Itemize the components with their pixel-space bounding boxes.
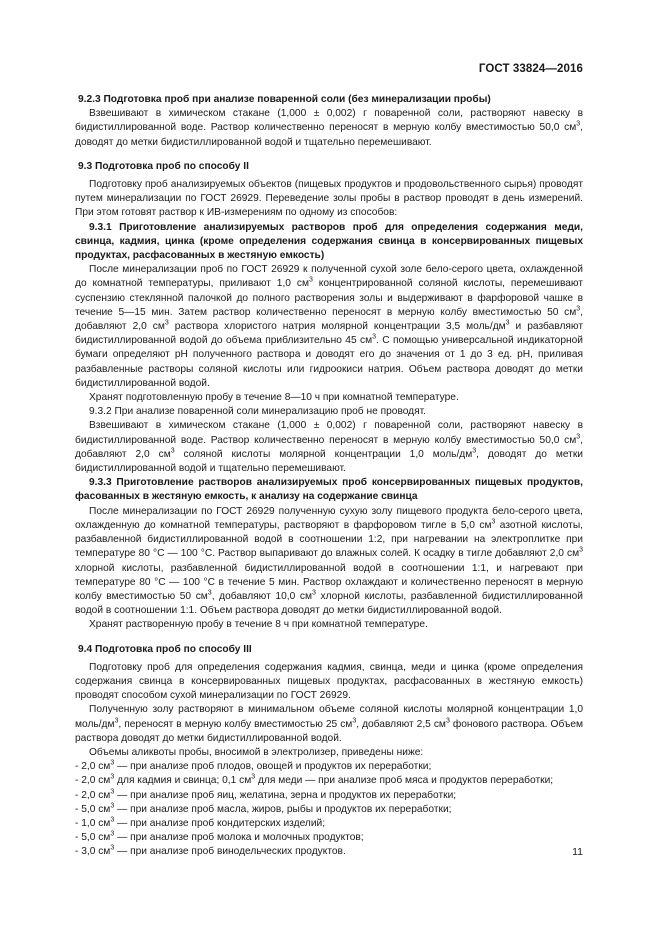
section-9-4-title: 9.4 Подготовка проб по способу III — [78, 643, 252, 655]
section-9-3-3-title: 9.3.3 Приготовление растворов анализируемых проб консервированных пищевых продуктов, фасованных в жестяную емкость, к анализу на содержание свинца — [75, 477, 583, 503]
section-9-3-1-storage: Хранят подготовленную пробу в течение 8—10 ч при комнатной температуре. — [89, 392, 459, 404]
page-number: 11 — [572, 846, 583, 858]
section-9-3-3-storage: Хранят растворенную пробу в течение 8 ч при комнатной температуре. — [89, 619, 428, 631]
section-9-4-para-1: Подготовку проб для определения содержания кадмия, свинца, меди и цинка (кроме определения содержания свинца в консервированных пищевых продуктах, расфасованных в жестяную емкость) проводят способом сухой минерализации по ГОСТ 26929. — [75, 661, 583, 702]
document-header: ГОСТ 33824—2016 — [478, 63, 583, 75]
section-9-4-para-3: Объемы аликвоты пробы, вносимой в электролизер, приведены ниже: — [89, 746, 424, 758]
document-body — [75, 93, 583, 860]
list-item: - 5,0 $см^3$ — при анализе проб масла, жиров, рыбы и продуктов их переработки; — [75, 802, 452, 815]
list-item: - 1,0 $см^3$ — при анализе проб кондитерских изделий; — [75, 816, 326, 829]
section-9-3-1-text: После минерализации проб по ГОСТ 26929 к полученной сухой золе бело-серого цвета, охлажденной до комнатной температуры, приливают 1,0 $см^3$ концентрированной соляной кислоты, перемешивают суспензию стеклянной палочкой до полного растворения золы и выдерживают в фарфоровой чашке в течение 5—15 мин. Затем раствор количественно переносят в мерную колбу вместимостью 50 $см^3$, добавляют 2,0 $см^3$ раствора хлористого натрия молярной концентрации 3,5 моль/$дм^3$ и разбавляют бидистиллированной водой до объема приблизительно 45 $см^3$. С помощью универсальной индикаторной бумаги определяют рН полученного раствора и доводят его до значения от 1 до 3 ед. рН, приливая разбавленные растворы соляной кислоты или гидроокиси натрия. Объем раствора доводят до метки бидистиллированной водой. — [75, 264, 584, 389]
section-9-3-1-title: 9.3.1 Приготовление анализируемых растворов проб для определения содержания меди, свинца, кадмия, цинка (кроме определения содержания свинца в консервированных пищевых продуктах, расфасованных в жестяную емкость) — [75, 221, 583, 262]
list-item: - 3,0 $см^3$ — при анализе проб винодельческих продуктов. — [75, 844, 346, 858]
list-item: - 2,0 $см^3$ — при анализе проб яиц, желатина, зерна и продуктов их переработки; — [75, 788, 457, 801]
section-9-3-2-text: Взвешивают в химическом стакане (1,000 ± 0,002) г поваренной соли, растворяют навеску в бидистиллированной воде. Раствор количественно переносят в мерную колбу вместимостью 50,0 $см^3$, добавляют 2,0 $см^3$ соляной кислоты молярной концентрации 1,0 моль/$дм^3$, доводят до метки бидистиллированной водой и тщательно перемешивают. — [75, 420, 583, 475]
section-9-3-intro: Подготовку проб анализируемых объектов (пищевых продуктов и продовольственного сырья) проводят путем минерализации по ГОСТ 26929. Переведение золы пробы в раствор проводят в день измерений. При этом готовят раствор к ИВ-измерениям по одному из способов: — [75, 179, 583, 219]
section-9-3-2-title: 9.3.2 При анализе поваренной соли минерализацию проб не проводят. — [89, 406, 427, 418]
list-item: - 5,0 $см^3$ — при анализе проб молока и молочных продуктов; — [75, 830, 364, 844]
section-9-4-para-2: Полученную золу растворяют в минимальном объеме соляной кислоты молярной концентрации 1,0 моль/$дм^3$, переносят в мерную колбу вместимостью 25 $см^3$, добавляют 2,5 $см^3$ фонового раствора. Объем раствора доводят до метки бидистиллированной водой. — [75, 704, 583, 744]
section-9-3-title: 9.3 Подготовка проб по способу II — [78, 160, 249, 172]
list-item: - 2,0 $см^3$ для кадмия и свинца; 0,1 $см^3$ для меди — при анализе проб мяса и продуктов переработки; — [75, 773, 554, 787]
list-item: - 2,0 $см^3$ — при анализе проб плодов, овощей и продуктов их переработки; — [75, 759, 432, 773]
section-9-2-3-title: 9.2.3 Подготовка проб при анализе поваренной соли (без минерализации пробы) — [78, 94, 491, 105]
section-9-2-3-text: Взвешивают в химическом стакане (1,000 ± 0,002) г поваренной соли, растворяют навеску в бидистиллированной воде. Раствор количественно переносят в мерную колбу вместимостью 50,0 $см^3$, доводят до метки бидистиллированной водой и тщательно перемешивают. — [75, 108, 583, 148]
section-9-3-3-text: После минерализации по ГОСТ 26929 полученную сухую золу пищевого продукта бело-серого цвета, охлажденную до комнатной температуры, растворяют в фарфоровом тигле в 5,0 $см^3$ азотной кислоты, разбавленной бидистиллированной водой в соотношении 1:2, при нагревании на электроплитке при температуре 80 °С — 100 °С. Раствор выпаривают до влажных солей. К осадку в тигле добавляют 2,0 $см^3$ хлорной кислоты, разбавленной бидистиллированной водой в соотношении 1:1, и нагревают при температуре 80 °С — 100 °С в течение 5 мин. Раствор охлаждают и количественно переносят в мерную колбу вместимостью 50 $см^3$, добавляют 10,0 $см^3$ хлорной кислоты, разбавленной бидистиллированной водой в соотношении 1:1. Объем раствора доводят до метки бидистиллированной водой. — [75, 505, 584, 617]
